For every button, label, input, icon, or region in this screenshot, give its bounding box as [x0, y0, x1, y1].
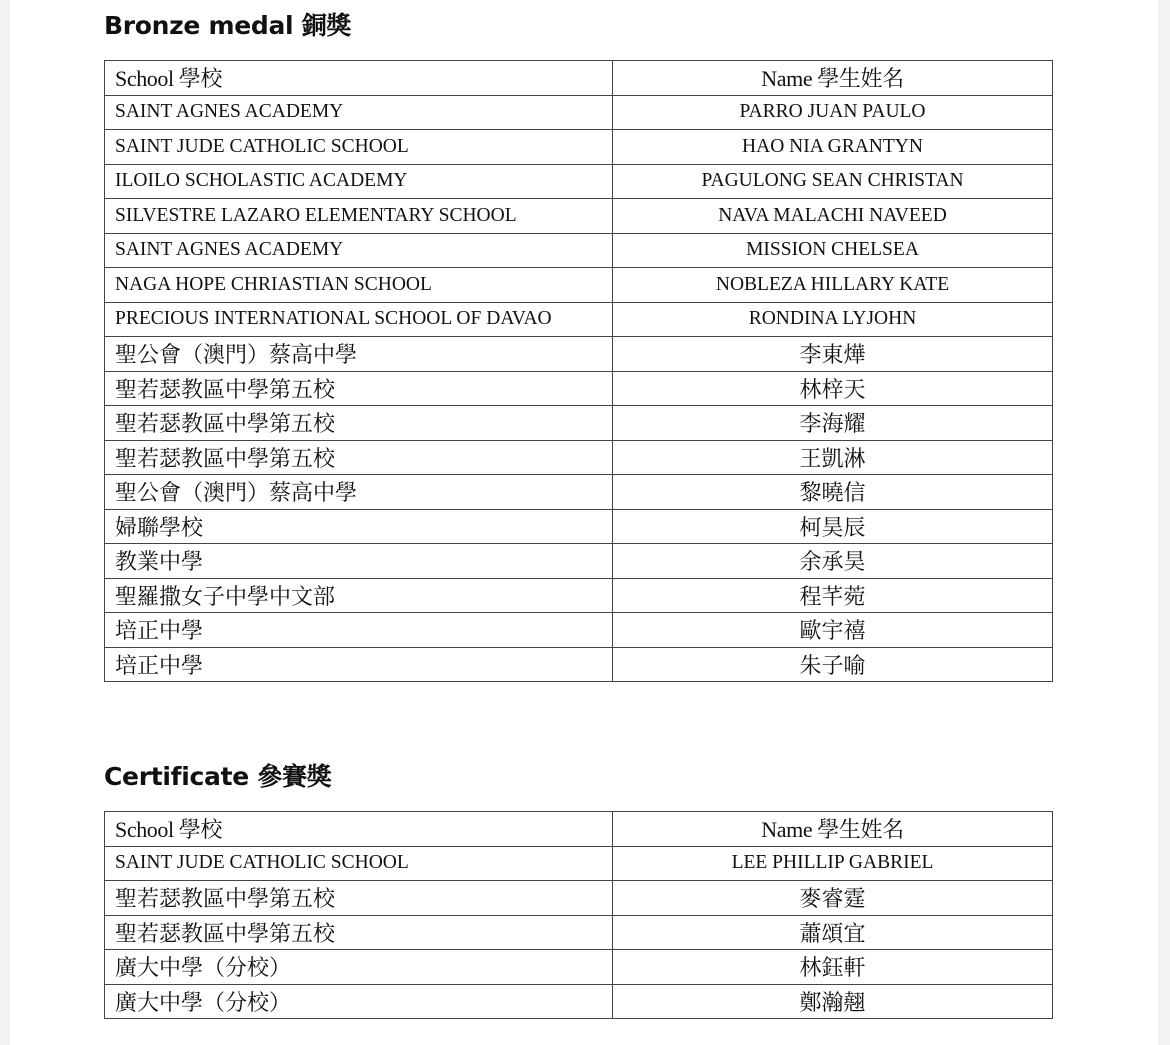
school-cell: PRECIOUS INTERNATIONAL SCHOOL OF DAVAO — [105, 302, 613, 337]
school-cell: 教業中學 — [105, 544, 613, 579]
name-cell: MISSION CHELSEA — [613, 233, 1053, 268]
name-cell: RONDINA LYJOHN — [613, 302, 1053, 337]
name-cell: 麥睿霆 — [613, 881, 1053, 916]
table-row — [105, 95, 1053, 130]
name-cell: 李東燁 — [613, 337, 1053, 372]
table-row — [105, 613, 1053, 648]
school-column-header: School 學校 — [105, 61, 613, 96]
school-cell: SAINT JUDE CATHOLIC SCHOOL — [105, 130, 613, 165]
table-row — [105, 302, 1053, 337]
name-cell: HAO NIA GRANTYN — [613, 130, 1053, 165]
table-row — [105, 915, 1053, 950]
bronze-medal-title: Bronze medal 銅獎 — [104, 11, 352, 40]
name-cell: 林梓天 — [613, 371, 1053, 406]
name-cell: NOBLEZA HILLARY KATE — [613, 268, 1053, 303]
table-row — [105, 268, 1053, 303]
school-cell: 聖若瑟教區中學第五校 — [105, 440, 613, 475]
school-cell: 廣大中學（分校） — [105, 950, 613, 985]
school-cell: 聖若瑟教區中學第五校 — [105, 406, 613, 441]
name-cell: PARRO JUAN PAULO — [613, 95, 1053, 130]
certificate-title: Certificate 參賽獎 — [104, 762, 332, 791]
document-page — [10, 0, 1158, 1045]
table-row — [105, 881, 1053, 916]
school-cell: 廣大中學（分校） — [105, 984, 613, 1019]
bronze-medal-table — [104, 60, 1053, 682]
name-cell: 黎曉信 — [613, 475, 1053, 510]
table-row — [105, 440, 1053, 475]
school-cell: 聖公會（澳門）蔡高中學 — [105, 475, 613, 510]
name-cell: 柯昊辰 — [613, 509, 1053, 544]
table-row — [105, 984, 1053, 1019]
school-cell: SILVESTRE LAZARO ELEMENTARY SCHOOL — [105, 199, 613, 234]
table-row — [105, 647, 1053, 682]
name-cell: 朱子喻 — [613, 647, 1053, 682]
school-column-header: School 學校 — [105, 812, 613, 847]
table-header-row — [105, 812, 1053, 847]
school-cell: 聖羅撒女子中學中文部 — [105, 578, 613, 613]
table-row — [105, 371, 1053, 406]
table-row — [105, 475, 1053, 510]
name-cell: 林鈺軒 — [613, 950, 1053, 985]
table-body — [105, 846, 1053, 1019]
school-cell: SAINT JUDE CATHOLIC SCHOOL — [105, 846, 613, 881]
table-row — [105, 130, 1053, 165]
table-row — [105, 337, 1053, 372]
school-cell: SAINT AGNES ACADEMY — [105, 233, 613, 268]
name-cell: 李海耀 — [613, 406, 1053, 441]
name-cell: LEE PHILLIP GABRIEL — [613, 846, 1053, 881]
table-row — [105, 233, 1053, 268]
table-row — [105, 164, 1053, 199]
school-cell: 婦聯學校 — [105, 509, 613, 544]
name-column-header: Name 學生姓名 — [613, 812, 1053, 847]
table-body — [105, 95, 1053, 682]
certificate-table — [104, 811, 1053, 1019]
name-cell: PAGULONG SEAN CHRISTAN — [613, 164, 1053, 199]
school-cell: 聖若瑟教區中學第五校 — [105, 915, 613, 950]
school-cell: NAGA HOPE CHRIASTIAN SCHOOL — [105, 268, 613, 303]
table-row — [105, 544, 1053, 579]
table-row — [105, 199, 1053, 234]
school-cell: 培正中學 — [105, 647, 613, 682]
name-column-header: Name 學生姓名 — [613, 61, 1053, 96]
school-cell: 培正中學 — [105, 613, 613, 648]
school-cell: ILOILO SCHOLASTIC ACADEMY — [105, 164, 613, 199]
school-cell: 聖若瑟教區中學第五校 — [105, 881, 613, 916]
name-cell: 鄭瀚翹 — [613, 984, 1053, 1019]
name-cell: 王凱淋 — [613, 440, 1053, 475]
table-header-row — [105, 61, 1053, 96]
school-cell: SAINT AGNES ACADEMY — [105, 95, 613, 130]
school-cell: 聖公會（澳門）蔡高中學 — [105, 337, 613, 372]
school-cell: 聖若瑟教區中學第五校 — [105, 371, 613, 406]
name-cell: 程芊菀 — [613, 578, 1053, 613]
name-cell: 歐宇禧 — [613, 613, 1053, 648]
table-row — [105, 846, 1053, 881]
table-row — [105, 950, 1053, 985]
table-row — [105, 406, 1053, 441]
name-cell: 蕭頌宜 — [613, 915, 1053, 950]
name-cell: 余承昊 — [613, 544, 1053, 579]
table-row — [105, 578, 1053, 613]
name-cell: NAVA MALACHI NAVEED — [613, 199, 1053, 234]
table-row — [105, 509, 1053, 544]
